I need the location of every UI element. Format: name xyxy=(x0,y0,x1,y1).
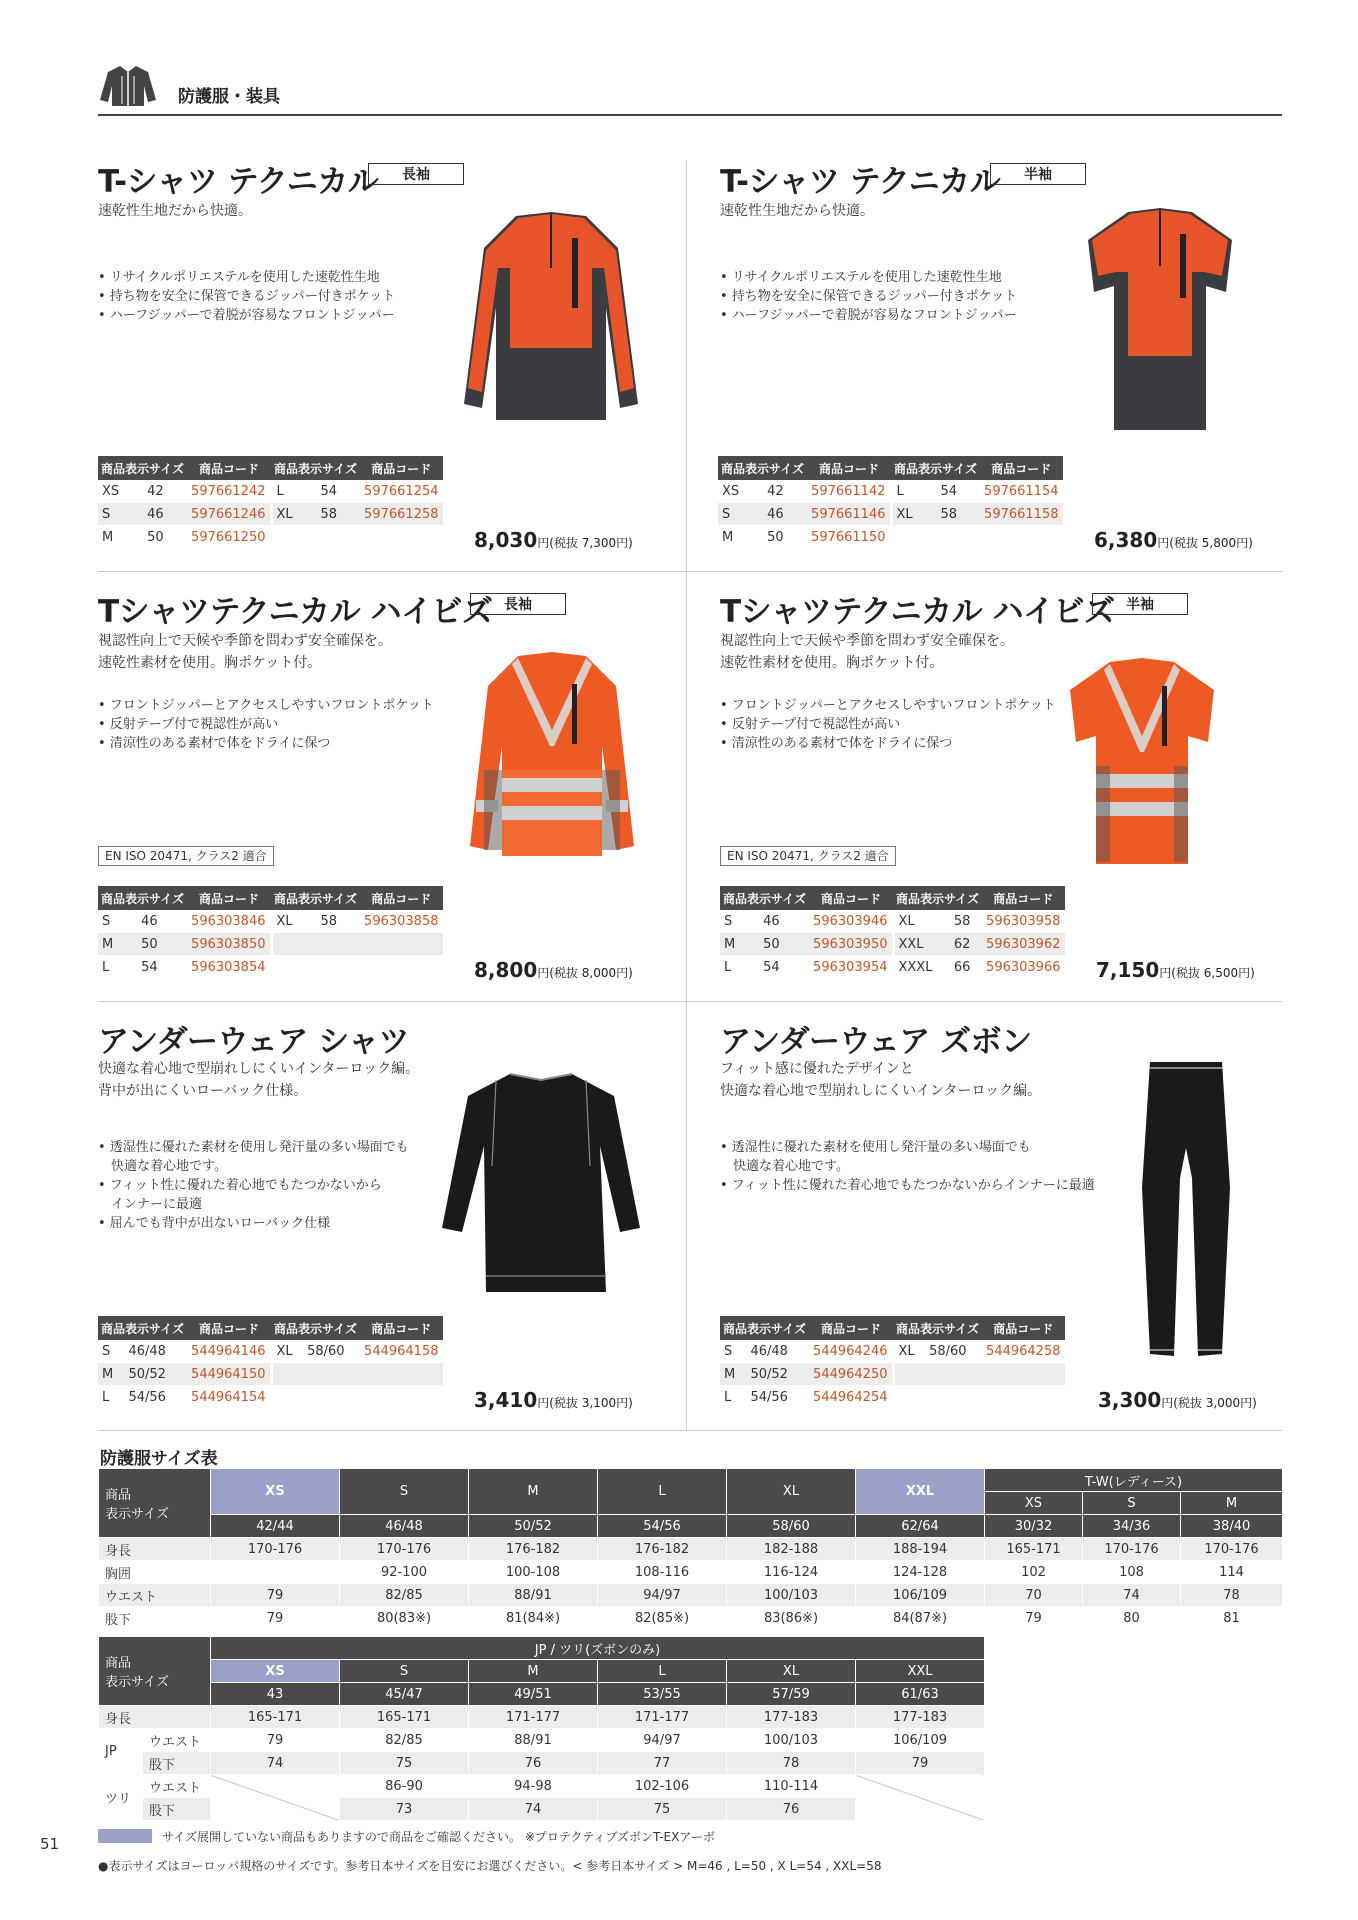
not-available-cell xyxy=(856,1775,985,1821)
section-title: 防護服・装具 xyxy=(178,87,280,107)
size-code-table: 商品表示サイズ 商品コード 商品表示サイズ 商品コード XS 42 597661242 L 54 597661254 S 46 597661246 XL 58 597661258 M 50 597661250 xyxy=(98,456,443,549)
feature-list: • リサイクルポリエステルを使用した速乾性生地 • 持ち物を安全に保管できるジッパー付きポケット • ハーフジッパーで着脱が容易なフロントジッパー xyxy=(720,270,1018,323)
black-underwear-pants-image xyxy=(1136,1058,1236,1360)
product-description: 快適な着心地で型崩れしにくいインターロック編。 背中が出にくいローバック仕様。 xyxy=(98,1061,420,1099)
size-code-table: 商品表示サイズ 商品コード 商品表示サイズ 商品コード S 46/48 544964146 XL 58/60 544964158 M 50/52 544964150 L 54/56 544964154 xyxy=(98,1316,443,1409)
header-rule xyxy=(98,114,1282,116)
legend-text: サイズ展開していない商品もありますので商品をご確認ください。 ※プロテクティブズボンT-EXアーボ xyxy=(162,1830,715,1844)
product-title: T-シャツ テクニカル xyxy=(98,164,379,200)
feature-list: • フロントジッパーとアクセスしやすいフロントポケット • 反射テープ付で視認性が高い • 清涼性のある素材で体をドライに保つ xyxy=(720,698,1056,751)
sleeve-badge: 半袖 xyxy=(990,163,1086,185)
certification-label: EN ISO 20471, クラス2 適合 xyxy=(720,846,896,866)
shortsleeve-orange-shirt-image xyxy=(1080,206,1240,432)
sleeve-badge: 半袖 xyxy=(1092,593,1188,615)
feature-list: • フロントジッパーとアクセスしやすいフロントポケット • 反射テープ付で視認性が高い • 清涼性のある素材で体をドライに保つ xyxy=(98,698,434,751)
price: 3,300円(税抜 3,000円) xyxy=(1098,1388,1257,1412)
product-title: Tシャツテクニカル ハイビズ xyxy=(98,594,493,630)
product-description: フィット感に優れたデザインと 快適な着心地で型崩れしにくいインターロック編。 xyxy=(720,1061,1042,1099)
price: 8,030円(税抜 7,300円) xyxy=(474,528,633,552)
row-divider xyxy=(98,1001,1282,1002)
size-code-table: 商品表示サイズ 商品コード 商品表示サイズ 商品コード S 46 596303846 XL 58 596303858 M 50 596303850 L 54 596303854 xyxy=(98,886,443,979)
shortsleeve-hiviz-shirt-image xyxy=(1062,656,1222,868)
size-chart-title: 防護服サイズ表 xyxy=(100,1449,218,1469)
product-title: アンダーウェア ズボン xyxy=(720,1024,1032,1060)
size-chart-table-pants: 商品 表示サイズ JP / ツリ(ズボンのみ) XS S M L XL XXL 43 45/47 49/51 53/55 57/59 61/63 身長 165-171 165-171 171-177 171-177 177-183 177-183 JP ウエスト 79 82/85 88/91 94/97 100/103 106/109 股下 74 75 76 77 78 79 ツリ ウエスト 86-90 94-98 102-106 110-114 股下 73 74 75 76 xyxy=(98,1636,985,1821)
row-divider xyxy=(98,1430,1282,1431)
column-divider xyxy=(686,160,687,1430)
not-available-cell xyxy=(211,1775,340,1821)
feature-list: • 透湿性に優れた素材を使用し発汗量の多い場面でも 快適な着心地です。 • フィット性に優れた着心地でもたつかないからインナーに最適 xyxy=(720,1140,1095,1193)
feature-list: • 透湿性に優れた素材を使用し発汗量の多い場面でも 快適な着心地です。 • フィット性に優れた着心地でもたつかないから インナーに最適 • 屈んでも背中が出ないローバック仕様 xyxy=(98,1140,409,1231)
legend-swatch xyxy=(98,1829,152,1843)
sleeve-badge: 長袖 xyxy=(470,593,566,615)
jacket-icon xyxy=(98,64,158,108)
price: 6,380円(税抜 5,800円) xyxy=(1094,528,1253,552)
footnote: ●表示サイズはヨーロッパ規格のサイズです。参考日本サイズを目安にお選びください。< 参考日本サイズ > M=46 , L=50 , X L=54 , XXL=58 xyxy=(98,1859,882,1873)
certification-label: EN ISO 20471, クラス2 適合 xyxy=(98,846,274,866)
price: 7,150円(税抜 6,500円) xyxy=(1096,958,1255,982)
price: 8,800円(税抜 8,000円) xyxy=(474,958,633,982)
page-number: 51 xyxy=(40,1835,60,1853)
product-description: 視認性向上で天候や季節を問わず安全確保を。 速乾性素材を使用。胸ポケット付。 xyxy=(720,633,1014,671)
size-code-table: 商品表示サイズ 商品コード 商品表示サイズ 商品コード S 46/48 544964246 XL 58/60 544964258 M 50/52 544964250 L 54/56 544964254 xyxy=(720,1316,1065,1409)
row-divider xyxy=(98,571,1282,572)
size-code-table: 商品表示サイズ 商品コード 商品表示サイズ 商品コード XS 42 597661142 L 54 597661154 S 46 597661146 XL 58 597661158 M 50 597661150 xyxy=(718,456,1063,549)
size-chart-corner: 商品 表示サイズ xyxy=(99,1469,211,1538)
product-description: 視認性向上で天候や季節を問わず安全確保を。 速乾性素材を使用。胸ポケット付。 xyxy=(98,633,392,671)
black-underwear-shirt-image xyxy=(436,1066,646,1294)
longsleeve-hiviz-shirt-image xyxy=(462,650,642,862)
price: 3,410円(税抜 3,100円) xyxy=(474,1388,633,1412)
product-title: Tシャツテクニカル ハイビズ xyxy=(720,594,1115,630)
product-description: 速乾性生地だから快適。 xyxy=(98,203,252,219)
product-title: T-シャツ テクニカル xyxy=(720,164,1001,200)
feature-list: • リサイクルポリエステルを使用した速乾性生地 • 持ち物を安全に保管できるジッパー付きポケット • ハーフジッパーで着脱が容易なフロントジッパー xyxy=(98,270,396,323)
sleeve-badge: 長袖 xyxy=(368,163,464,185)
product-description: 速乾性生地だから快適。 xyxy=(720,203,874,219)
product-title: アンダーウェア シャツ xyxy=(98,1024,409,1060)
longsleeve-orange-shirt-image xyxy=(456,208,646,428)
size-chart-table-main: 商品 表示サイズ XS S M L XL XXL T-W(レディース) XS S M 42/44 46/48 50/52 54/56 58/60 62/64 30/32 34/36 38/40 身長 170-176 170-176 176-182 176-182 182-188 188-194 165-171 170-176 170-176 胸囲 92-100 100-108 108-116 116-124 124-128 102 108 114 ウエスト 79 82/85 88/91 94/97 100/103 106/109 70 74 78 股下 79 80(83※) 81(84※) 82(85※) 83(86※) 84(87※) 79 80 81 xyxy=(98,1468,1283,1630)
size-code-table: 商品表示サイズ 商品コード 商品表示サイズ 商品コード S 46 596303946 XL 58 596303958 M 50 596303950 XXL 62 596303962 L 54 596303954 XXXL 66 596303966 xyxy=(720,886,1065,979)
size-chart-corner: 商品 表示サイズ xyxy=(99,1637,211,1706)
